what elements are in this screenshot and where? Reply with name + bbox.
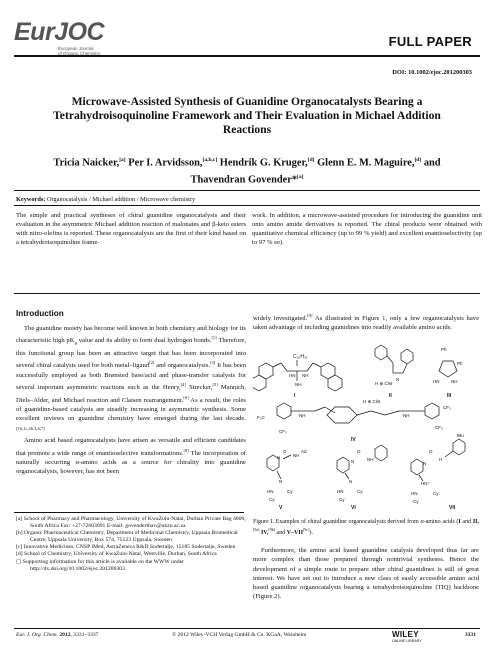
atom-cf3: CF₃ <box>435 425 443 430</box>
supporting-info-note: ▢ Supporting information for this article is available on the WWW under http://dx.doi.org/10.1002/ejoc.201200303. <box>16 558 185 572</box>
keywords-rule-top <box>14 190 480 191</box>
affiliation-d: [d] School of Chemistry, University of KwaZulu-Natal, Westville, Durban, South Africa <box>16 551 217 558</box>
atom-c10h21: C₁₀H₂₁ <box>293 354 308 360</box>
right-paragraph-2: Furthermore, the amino acid based guanidine catalysts developed thus far are more complex than those prepared through nontrivial syntheses. Hence the development of a simple route to prepare other chiral guanidines is still of great interest. We have set out to introduce a new class of easily accessible amino acid based guanidine organocatalysts bearing a tetrahydroisoquinoline (TIQ) backbone (Figure 2). <box>253 547 479 601</box>
atom-hn-plus: HN⁺ <box>421 481 430 486</box>
atom-n: N <box>423 461 427 466</box>
atom-o: O <box>429 449 433 454</box>
figure-1-structures <box>253 337 481 513</box>
compound-label-V: V <box>279 505 283 511</box>
wiley-logo: WILEY ONLINE LIBRARY <box>392 630 422 643</box>
intro-paragraph-1: The guanidine moiety has become well known in both chemistry and biology for its characteristic high $pK_a$ value and its ability to form dual hydrogen bonds.[1] Therefore, this functional group has been an attractive target that has been incorporated into several chiral catalysts used for both metal–ligand[2] and organocatalysis.[3] It has been successfully employed as both Brønsted base/acid and phase-transfer catalysts for several important asymmetric reactions such as the Henry,[4] Strecker,[5] Mannich, Diels–Alder, and Michael reaction and Claisen rearrangement.[6] As a result, the roles of guanidine-based catalysts are steadily increasing in asymmetric synthesis. Some excellent reviews on guanidine chemistry have emerged during the last decade.[1b,1c,2b,3,6,7] <box>16 325 246 431</box>
atom-cy: Cy <box>287 489 293 494</box>
intro-body-left <box>16 324 246 477</box>
atom-n: N <box>277 455 281 460</box>
article-type-label: FULL PAPER <box>388 34 472 49</box>
atom-nh: NH <box>367 457 374 462</box>
atom-ph: Ph <box>457 361 463 366</box>
atom-hn: HN <box>433 379 440 384</box>
logo-text: EurJOC <box>14 18 105 46</box>
intro-right-paragraph: widely investigated.[9] As illustrated in Figure 1, only a few organocatalysts have taken advantage of including guanidines into readily available amino acids. <box>253 313 480 332</box>
atom-cy: Cy <box>357 489 363 494</box>
footer-rule <box>14 628 480 629</box>
intro-body-right <box>253 311 479 333</box>
atom-nh: NH <box>403 413 410 418</box>
structure-VI <box>337 445 387 511</box>
logo-subtitle: European Journal of Organic Chemistry <box>58 46 101 56</box>
atom-nh: NH <box>451 379 458 384</box>
author-affiliation-mark: [d] <box>414 157 422 163</box>
article-title: Microwave-Assisted Synthesis of Guanidine Organocatalysts Bearing a Tetrahydroisoquinoline Framework and Their Evaluation in Michael Addition Reactions <box>53 95 441 136</box>
author-affiliation-mark: [d] <box>307 157 315 163</box>
atom-o: O <box>357 449 361 454</box>
footer-copyright: © 2012 Wiley-VCH Verlag GmbH & Co. KGaA, Weinheim <box>172 632 307 638</box>
affiliation-a: [a] School of Pharmacy and Pharmacology, University of KwaZulu-Natal, Durban Private Bag 4000, South Africa Fax: +27-72603091 E-mail: govenderthav@ukzn.ac.za <box>16 516 246 530</box>
atom-f3c: F₃C <box>257 415 265 420</box>
keywords-label: Keywords: <box>16 196 46 203</box>
atom-n: N <box>279 479 283 484</box>
header-rule <box>14 55 480 57</box>
atom-cf3: CF₃ <box>279 429 287 434</box>
atom-h-plus-cl: H ⊕ Cl⊖ <box>363 399 381 404</box>
atom-cy: Cy <box>269 497 275 502</box>
author-name: Per I. Arvidsson, <box>128 157 203 169</box>
author-name: Tricia Naicker, <box>53 157 120 169</box>
author-name: and Thavendran Govender* <box>190 157 441 186</box>
atom-o: O <box>283 449 287 454</box>
atom-cf3: CF₃ <box>443 405 451 410</box>
affiliations <box>16 516 246 573</box>
atom-cy: Cy <box>339 497 345 502</box>
keywords <box>16 196 195 203</box>
compound-label-III: III <box>447 393 452 399</box>
keywords-text: Organocatalysis / Michael addition / Microwave chemistry <box>46 196 196 203</box>
abstract-left: The simple and practical syntheses of chiral guanidine organocatalysts and their evaluation in the asymmetric Michael addition reaction of malonates and β-keto esters with nitro-olefins is reported. These organocatalysts are the first of their kind based on a tetrahydroisoquinoline frame- <box>16 212 246 246</box>
compound-label-I: I <box>294 393 296 399</box>
structure-VII <box>411 433 465 511</box>
footer-citation: Eur. J. Org. Chem. 2012, 3331–3337 <box>16 632 99 638</box>
section-heading-introduction: Introduction <box>16 309 64 318</box>
affiliation-b: [b] Organic Pharmaceutical Chemistry, Department of Medicinal Chemistry, Uppsala Biomedical Centre, Uppsala University, Box 574, 75123 Uppsala, Sweden <box>16 530 238 544</box>
author-affiliation-mark: [a] <box>297 174 304 181</box>
keywords-rule-bottom <box>14 205 480 206</box>
atom-h: H <box>439 457 443 462</box>
atom-nh: NH <box>302 373 309 378</box>
author-list <box>30 153 464 188</box>
structure-II <box>375 345 413 399</box>
journal-logo <box>14 18 114 56</box>
abstract-rule <box>14 293 480 294</box>
atom-hn: HN <box>411 491 418 496</box>
structure-I <box>253 354 342 399</box>
compound-label-IV: IV <box>351 437 356 443</box>
atom-hn: HN <box>267 489 274 494</box>
author-affiliation-mark: [a,b,c] <box>202 157 218 163</box>
atom-n: N <box>349 479 353 484</box>
figure-1-caption: Figure I. Examples of chiral guanidine organocatalysts derived from α-amino acids (I and II,[9a] IV,[9b] and V–VII[9c]). <box>253 519 479 536</box>
author-affiliation-mark: [a] <box>119 157 126 163</box>
atom-n: N <box>351 459 355 464</box>
affiliation-c: [c] Innovative Medicines, CNSP iMed, AstraZeneca R&D Sodertalje, 15185 Sodertalje, Sweden <box>16 544 236 551</box>
abstract-right: work. In addition, a microwave-assisted procedure for introducing the guanidine unit onto amino amide derivatives is reported. The chiral products were obtained with quantitative chemical efficiency (up to 99 % yield) and excellent enantioselectivity (up to 97 % ee). <box>252 212 482 246</box>
author-name: Hendrik G. Kruger, <box>219 157 308 169</box>
atom-ad: Ad <box>301 449 307 454</box>
atom-hn: HN <box>337 489 344 494</box>
atom-nh: NH <box>299 413 306 418</box>
doi: DOI: 10.1002/ejoc.201200303 <box>392 69 472 76</box>
atom-nh: NH <box>293 453 300 458</box>
atom-h-plus-cl: H ⊕ Cl⊖ <box>375 381 393 386</box>
compound-label-VII: VII <box>449 505 456 511</box>
intro-paragraph-2: Amino acid based organocatalysts have arisen as versatile and efficient candidates that promote a wide range of enantioselective transformations.[8] The incorporation of naturally occurring α-amino acids as a source for chirality into guanidine organocatalysts, however, has not been <box>16 437 246 476</box>
author-name: Glenn E. M. Maguire, <box>317 157 415 169</box>
compound-label-VI: VI <box>351 505 356 511</box>
atom-hn: HN <box>289 373 296 378</box>
structure-IV <box>257 399 451 443</box>
page-number: 3331 <box>464 632 476 638</box>
structure-III <box>433 347 463 399</box>
atom-cy: Cy <box>413 499 419 504</box>
atom-nh: NH <box>295 382 302 387</box>
atom-tbu: tBu <box>457 433 464 438</box>
structure-V <box>267 449 307 511</box>
atom-n: N <box>396 377 400 382</box>
atom-ph: Ph <box>441 347 447 352</box>
atom-cy: Cy <box>433 491 439 496</box>
compound-label-II: II <box>389 393 392 399</box>
affiliation-rule <box>14 512 244 513</box>
